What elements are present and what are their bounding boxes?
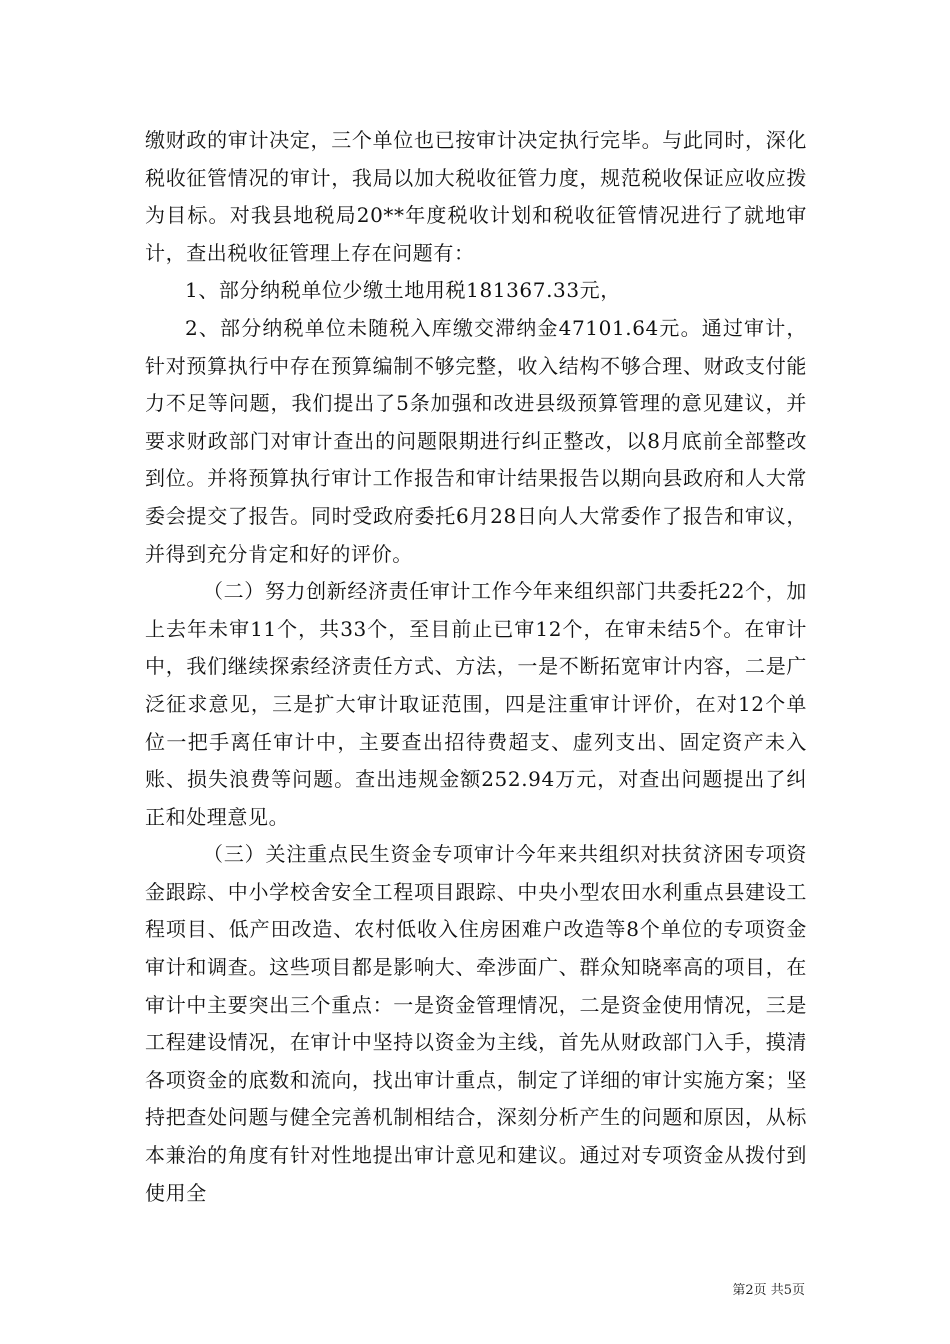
paragraph-section-2: （二）努力创新经济责任审计工作今年来组织部门共委托22个，加上去年未审11个，共33个，至目前止已审12个，在审未结5个。在审计中，我们继续探索经济责任方式、方法，一是不断拓宽审计内容，二是广泛征求意见，三是扩大审计取证范围，四是注重审计评价，在对12个单位一把手离任审计中，主要查出招待费超支、虚列支出、固定资产未入账、损失浪费等问题。查出违规金额252.94万元，对查出问题提出了纠正和处理意见。 bbox=[145, 579, 807, 829]
document-body bbox=[145, 122, 807, 1212]
paragraph-continuation: 缴财政的审计决定，三个单位也已按审计决定执行完毕。与此同时，深化税收征管情况的审计，我局以加大税收征管力度，规范税收保证应收应拨为目标。对我县地税局20**年度税收计划和税收征管情况进行了就地审计，查出税收征管理上存在问题有： bbox=[145, 128, 807, 265]
paragraph-item-2: 2、部分纳税单位未随税入库缴交滞纳金47101.64元。通过审计，针对预算执行中存在预算编制不够完整，收入结构不够合理、财政支付能力不足等问题，我们提出了5条加强和改进县级预算管理的意见建议，并要求财政部门对审计查出的问题限期进行纠正整改，以8月底前全部整改到位。并将预算执行审计工作报告和审计结果报告以期向县政府和人大常委会提交了报告。同时受政府委托6月28日向人大常委作了报告和审议，并得到充分肯定和好的评价。 bbox=[145, 315, 807, 566]
page-number: 第2页 共5页 bbox=[732, 1283, 805, 1298]
paragraph-section-3: （三）关注重点民生资金专项审计今年来共组织对扶贫济困专项资金跟踪、中小学校舍安全工程项目跟踪、中央小型农田水利重点县建设工程项目、低产田改造、农村低收入住房困难户改造等8个单位的专项资金审计和调查。这些项目都是影响大、牵涉面广、群众知晓率高的项目，在审计中主要突出三个重点：一是资金管理情况，二是资金使用情况，三是工程建设情况，在审计中坚持以资金为主线，首先从财政部门入手，摸清各项资金的底数和流向，找出审计重点，制定了详细的审计实施方案；坚持把查处问题与健全完善机制相结合，深刻分析产生的问题和原因，从标本兼治的角度有针对性地提出审计意见和建议。通过对专项资金从拨付到使用全 bbox=[145, 842, 807, 1205]
paragraph-item-1: 1、部分纳税单位少缴土地用税181367.33元， bbox=[185, 278, 621, 303]
